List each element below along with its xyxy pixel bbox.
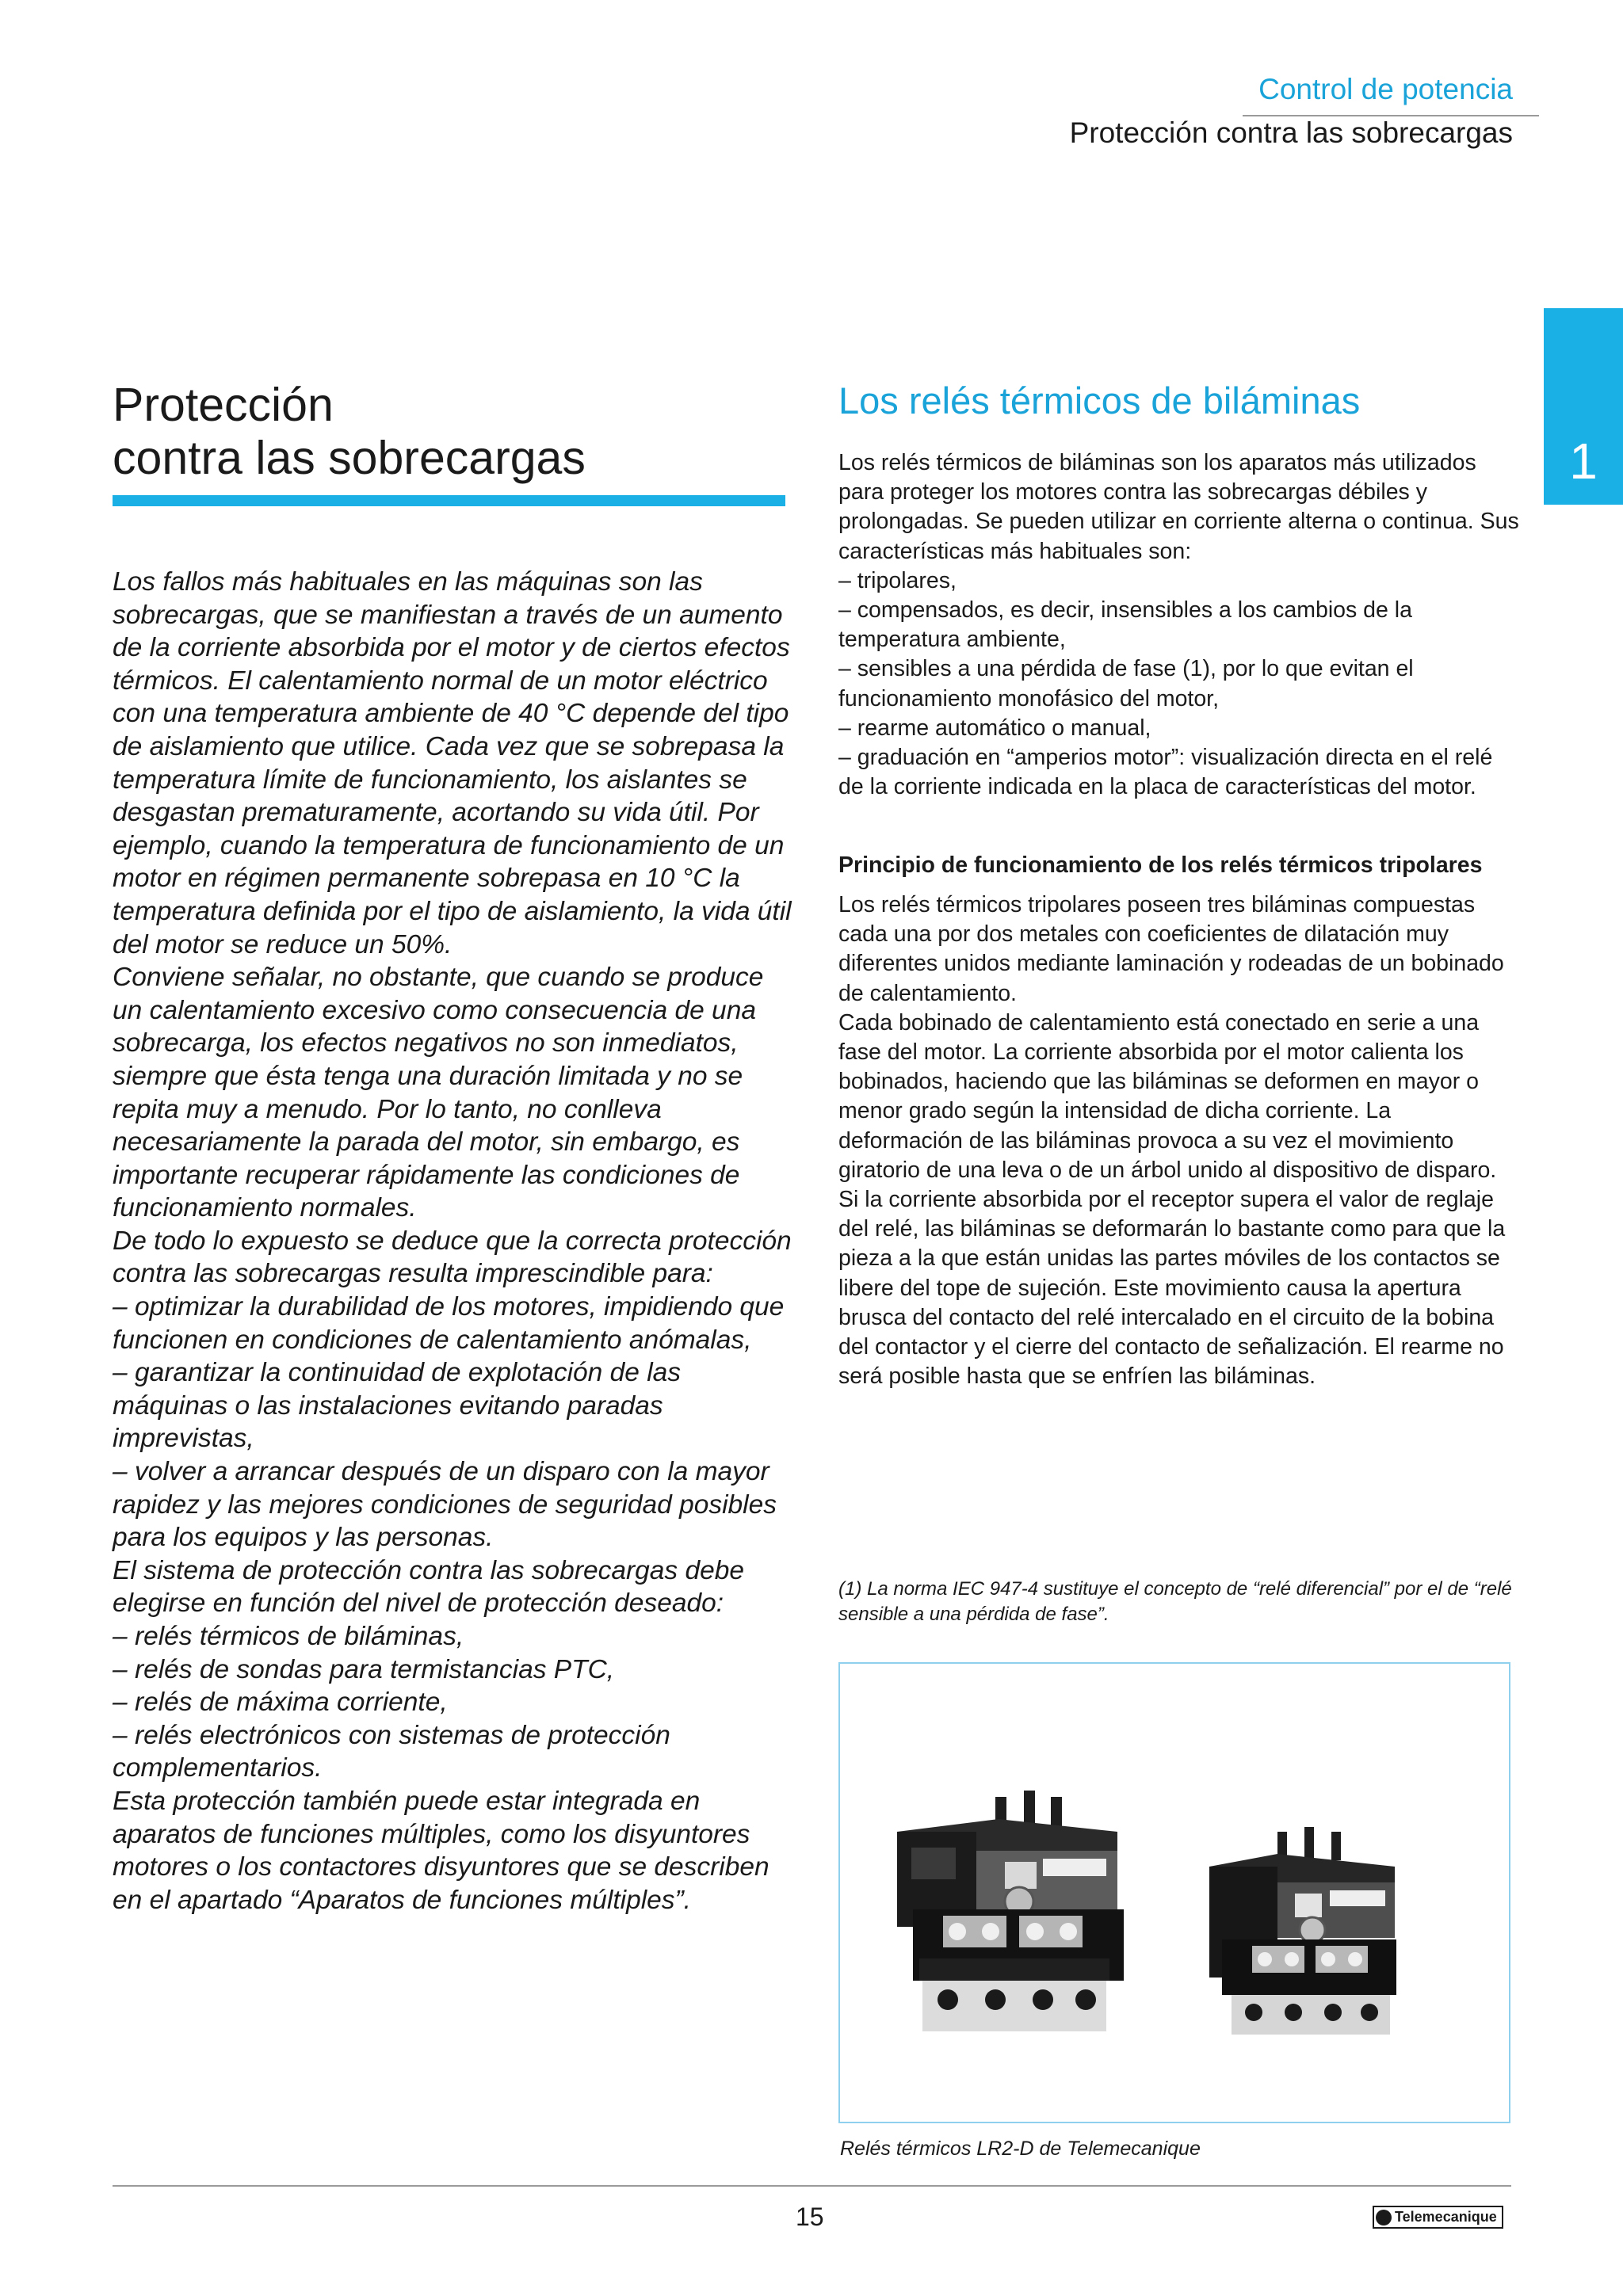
characteristic-item: – compensados, es decir, insensibles a los cambios de la temperatura ambiente, — [838, 597, 1412, 653]
photo-caption: Relés térmicos LR2-D de Telemecanique — [840, 2138, 1201, 2160]
intro-paragraph: Esta protección también puede estar integrada en aparatos de funciones múltiples, como los disyuntores motores o los contactores disyuntores que se describen en el apartado “Aparatos de funciones múltiples”. — [113, 1786, 769, 1915]
page-title — [113, 379, 586, 484]
intro-list-item: – relés electrónicos con sistemas de protección complementarios. — [113, 1720, 670, 1783]
subsection-header: Protección contra las sobrecargas — [1069, 116, 1513, 149]
brand-mark-icon — [1376, 2210, 1392, 2225]
page-number: 15 — [796, 2203, 824, 2231]
title-underline-bar — [113, 495, 785, 506]
characteristics-text — [838, 448, 1520, 802]
footer-rule — [113, 2185, 1511, 2187]
thermal-relays-image — [840, 1664, 1509, 2122]
intro-list-item: – relés térmicos de biláminas, — [113, 1622, 464, 1651]
intro-paragraph: El sistema de protección contra las sobrecargas debe elegirse en función del nivel de protección deseado: — [113, 1555, 744, 1619]
chapter-tab — [1544, 308, 1623, 505]
intro-list-item: – relés de máxima corriente, — [113, 1688, 448, 1718]
intro-paragraph: Conviene señalar, no obstante, que cuando se produce un calentamiento excesivo como consecuencia de una sobrecarga, los efectos negativos no son inmediatos, siempre que ésta tenga una duración limitada y no se repita muy a menudo. Por lo tanto, no conlleva necesariamente la parada del motor, sin embargo, es importante recuperar rápidamente las condiciones de funcionamiento normales. — [113, 963, 764, 1223]
body-paragraph: Los relés térmicos de biláminas son los aparatos más utilizados para proteger los motores contra las sobrecargas débiles y prolongadas. Se pueden utilizar en corriente alterna o continua. Sus características más habituales son: — [838, 450, 1519, 564]
intro-paragraph: De todo lo expuesto se deduce que la correcta protección contra las sobrecargas resulta imprescindible para: — [113, 1226, 792, 1289]
body-paragraph: Si la corriente absorbida por el receptor supera el valor de reglaje del relé, las biláminas se deformarán lo bastante como para que la pieza a la que están unidas las partes móviles de los contactos se libere del tope de sujeción. Este movimiento causa la apertura brusca del contacto del relé intercalado en el circuito de la bobina del contactor y el cierre del contacto de señalización. El rearme no será posible hasta que se enfríen las biláminas. — [838, 1187, 1506, 1390]
characteristic-item: – rearme automático o manual, — [838, 715, 1151, 741]
subsection-title: Principio de funcionamiento de los relés térmicos tripolares — [838, 852, 1483, 878]
principle-text — [838, 891, 1520, 1391]
relay-large — [897, 1791, 1124, 2031]
brand-logo — [1373, 2206, 1503, 2229]
body-paragraph: Cada bobinado de calentamiento está conectado en serie a una fase del motor. La corriente absorbida por el motor calienta los bobinados, haciendo que las biláminas se deformen en mayor o menor grado según la intensidad de dicha corriente. La deformación de las biláminas provoca a su vez el movimiento giratorio de una leva o de un árbol unido al dispositivo de disparo. — [838, 1009, 1497, 1183]
page-title-line2: contra las sobrecargas — [113, 431, 586, 484]
intro-list-item: – relés de sondas para termistancias PTC, — [113, 1654, 615, 1684]
brand-name: Telemecanique — [1395, 2209, 1497, 2225]
intro-list-item: – volver a arrancar después de un disparo con la mayor rapidez y las mejores condiciones de seguridad posibles para los equipos y las personas. — [113, 1457, 777, 1553]
page-title-line1: Protección — [113, 379, 334, 431]
intro-text — [113, 566, 794, 1917]
chapter-number: 1 — [1569, 433, 1598, 490]
characteristic-item: – tripolares, — [838, 567, 957, 593]
characteristic-item: – sensibles a una pérdida de fase (1), por lo que evitan el funcionamiento monofásico del motor, — [838, 656, 1414, 711]
section-header: Control de potencia — [1258, 73, 1513, 105]
footnote: (1) La norma IEC 947-4 sustituye el concepto de “relé diferencial” por el de “relé sensible a una pérdida de fase”. — [838, 1578, 1512, 1625]
relay-photo-frame — [838, 1662, 1510, 2123]
body-paragraph: Los relés térmicos tripolares poseen tres biláminas compuestas cada una por dos metales con coeficientes de dilatación muy diferentes unidos mediante laminación y rodeadas de un bobinado de calentamiento. — [838, 892, 1504, 1006]
relay-small — [1209, 1827, 1396, 2035]
intro-paragraph: Los fallos más habituales en las máquinas son las sobrecargas, que se manifiestan a través de un aumento de la corriente absorbida por el motor y de ciertos efectos térmicos. El calentamiento normal de un motor eléctrico con una temperatura ambiente de 40 °C depende del tipo de aislamiento que utilice. Cada vez que se sobrepasa la temperatura límite de funcionamiento, los aislantes se desgastan prematuramente, acortando su vida útil. Por ejemplo, cuando la temperatura de funcionamiento de un motor en régimen permanente sobrepasa en 10 °C la temperatura definida por el tipo de aislamiento, la vida útil del motor se reduce un 50%. — [113, 567, 792, 959]
section-title: Los relés térmicos de biláminas — [838, 379, 1361, 421]
intro-list-item: – garantizar la continuidad de explotación de las máquinas o las instalaciones evitando paradas imprevistas, — [113, 1358, 682, 1454]
characteristic-item: – graduación en “amperios motor”: visualización directa en el relé de la corriente indicada en la placa de características del motor. — [838, 745, 1493, 800]
intro-list-item: – optimizar la durabilidad de los motores, impidiendo que funcionen en condiciones de calentamiento anómalas, — [113, 1292, 785, 1355]
